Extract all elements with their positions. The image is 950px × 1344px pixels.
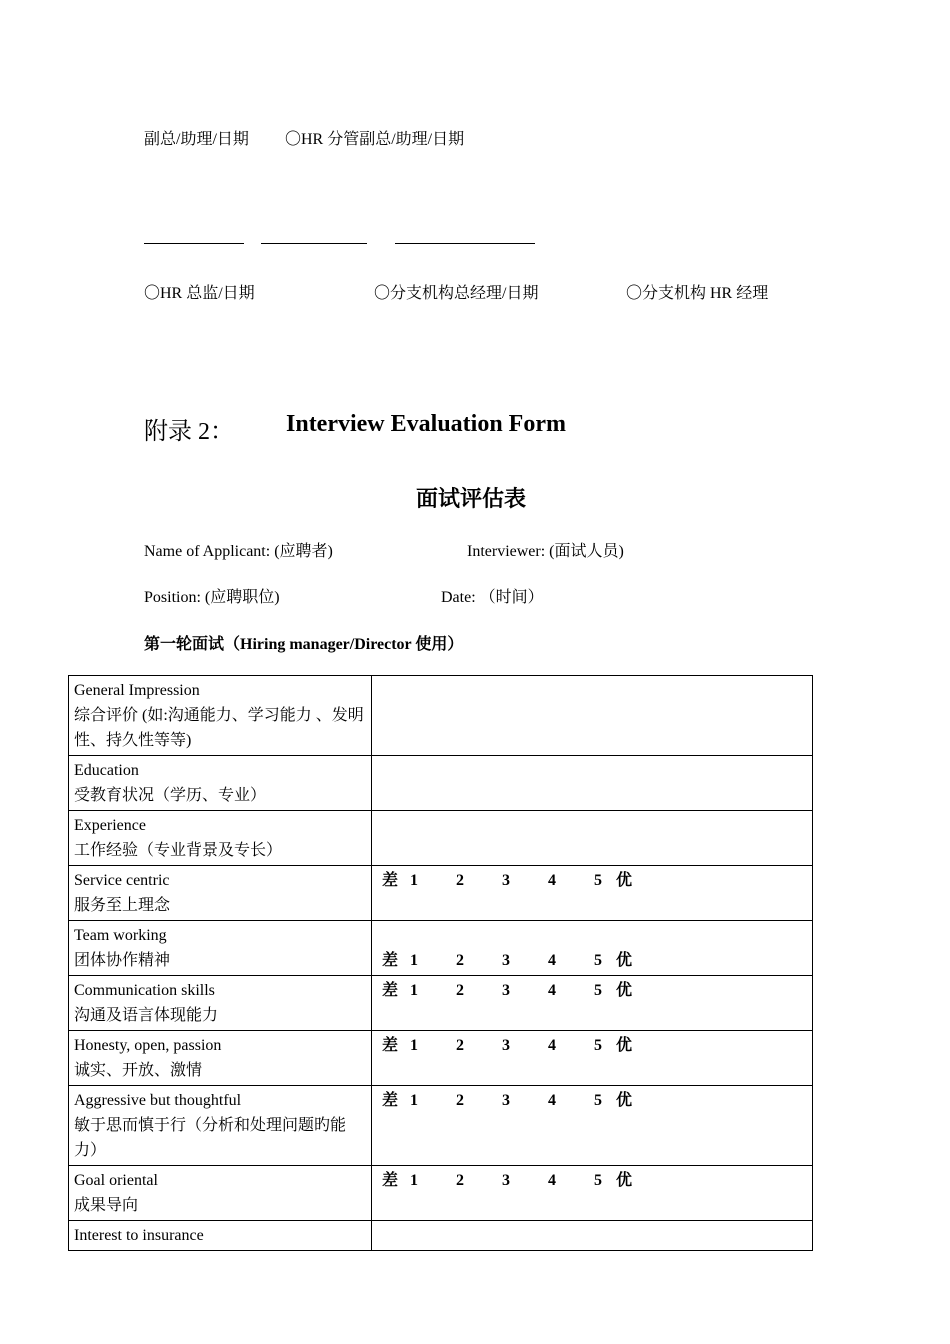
rating-low-label: 差	[382, 952, 399, 969]
rating-option-5[interactable]: 5	[594, 952, 602, 969]
rating-option-5[interactable]: 5	[594, 1037, 602, 1054]
signature-label-hr-director: 〇HR 总监/日期	[144, 285, 255, 302]
rating-option-1[interactable]: 1	[410, 952, 418, 969]
rating-option-3[interactable]: 3	[502, 1092, 510, 1109]
rating-option-3[interactable]: 3	[502, 982, 510, 999]
rating-high-label: 优	[616, 1172, 633, 1189]
form-title-english: Interview Evaluation Form	[286, 411, 566, 437]
rating-high-label: 优	[616, 982, 633, 999]
rating-high-label: 优	[616, 1037, 633, 1054]
criterion-cn: 综合评价 (如:沟通能力、学习能力 、发明性、持久性等等)	[74, 707, 364, 749]
criterion-en: Honesty, open, passion	[74, 1037, 222, 1054]
rating-option-3[interactable]: 3	[502, 872, 510, 889]
rating-option-2[interactable]: 2	[456, 1092, 464, 1109]
rating-high-label: 优	[616, 1092, 633, 1109]
rating-option-4[interactable]: 4	[548, 872, 556, 889]
comment-cell[interactable]	[372, 1221, 813, 1251]
rating-scale	[377, 1168, 807, 1193]
interviewer-field: Interviewer: (面试人员)	[467, 543, 624, 560]
signature-line-hr-director	[144, 243, 244, 244]
rating-option-5[interactable]: 5	[594, 1172, 602, 1189]
rating-option-2[interactable]: 2	[456, 872, 464, 889]
table-row	[69, 811, 813, 866]
rating-cell	[372, 1086, 813, 1166]
rating-option-2[interactable]: 2	[456, 1172, 464, 1189]
signature-label-branch-hr: 〇分支机构 HR 经理	[626, 285, 769, 302]
table-row	[69, 976, 813, 1031]
table-row	[69, 1031, 813, 1086]
criterion-cell	[69, 976, 372, 1031]
criterion-en: Team working	[74, 927, 167, 944]
rating-option-4[interactable]: 4	[548, 1172, 556, 1189]
evaluation-table	[68, 675, 813, 1251]
rating-option-4[interactable]: 4	[548, 982, 556, 999]
criterion-cell	[69, 921, 372, 976]
rating-cell	[372, 1166, 813, 1221]
rating-low-label: 差	[382, 1037, 399, 1054]
criterion-cn: 工作经验（专业背景及专长）	[74, 842, 283, 859]
signature-line-branch-gm	[261, 243, 367, 244]
rating-scale	[377, 978, 807, 1003]
criterion-cell	[69, 756, 372, 811]
criterion-cn: 沟通及语言体现能力	[74, 1007, 219, 1024]
criterion-cell	[69, 1166, 372, 1221]
criterion-en: Goal oriental	[74, 1172, 158, 1189]
rating-option-3[interactable]: 3	[502, 952, 510, 969]
rating-low-label: 差	[382, 1172, 399, 1189]
criterion-cell	[69, 1221, 372, 1251]
criterion-cell	[69, 866, 372, 921]
rating-option-4[interactable]: 4	[548, 952, 556, 969]
rating-high-label: 优	[616, 952, 633, 969]
criterion-en: Education	[74, 762, 139, 779]
rating-option-1[interactable]: 1	[410, 982, 418, 999]
table-row	[69, 1166, 813, 1221]
form-title-chinese: 面试评估表	[416, 486, 527, 511]
table-row	[69, 676, 813, 756]
signature-label-branch-gm: 〇分支机构总经理/日期	[374, 285, 539, 302]
rating-low-label: 差	[382, 1092, 399, 1109]
criterion-cn: 团体协作精神	[74, 952, 171, 969]
rating-option-4[interactable]: 4	[548, 1037, 556, 1054]
table-row	[69, 921, 813, 976]
rating-option-5[interactable]: 5	[594, 1092, 602, 1109]
rating-option-2[interactable]: 2	[456, 952, 464, 969]
rating-option-5[interactable]: 5	[594, 872, 602, 889]
table-row	[69, 756, 813, 811]
position-field: Position: (应聘职位)	[144, 589, 280, 606]
rating-option-2[interactable]: 2	[456, 982, 464, 999]
signature-line-branch-hr	[395, 243, 535, 244]
rating-option-4[interactable]: 4	[548, 1092, 556, 1109]
criterion-en: Service centric	[74, 872, 170, 889]
criterion-en: Interest to insurance	[74, 1227, 204, 1244]
rating-high-label: 优	[616, 872, 633, 889]
criterion-cell	[69, 811, 372, 866]
criterion-cell	[69, 1086, 372, 1166]
criterion-cn: 诚实、开放、激情	[74, 1062, 203, 1079]
rating-cell	[372, 1031, 813, 1086]
criterion-cn: 服务至上理念	[74, 897, 171, 914]
criterion-cell	[69, 676, 372, 756]
table-row	[69, 1086, 813, 1166]
criterion-en: Aggressive but thoughtful	[74, 1092, 242, 1109]
rating-option-1[interactable]: 1	[410, 1172, 418, 1189]
signature-label-vp: 副总/助理/日期	[144, 131, 249, 148]
rating-cell	[372, 866, 813, 921]
round-title: 第一轮面试（Hiring manager/Director 使用）	[144, 636, 464, 653]
appendix-label: 附录 2：	[144, 419, 234, 445]
rating-scale	[377, 868, 807, 893]
rating-option-1[interactable]: 1	[410, 1037, 418, 1054]
rating-cell	[372, 921, 813, 976]
rating-scale	[377, 948, 807, 973]
rating-option-1[interactable]: 1	[410, 1092, 418, 1109]
criterion-cn: 成果导向	[74, 1197, 139, 1214]
rating-option-3[interactable]: 3	[502, 1037, 510, 1054]
criterion-cell	[69, 1031, 372, 1086]
table-row	[69, 1221, 813, 1251]
rating-scale	[377, 1088, 807, 1113]
comment-cell[interactable]	[372, 756, 813, 811]
criterion-en: Experience	[74, 817, 146, 834]
date-field: Date: （时间）	[441, 589, 544, 606]
comment-cell[interactable]	[372, 811, 813, 866]
rating-scale	[377, 1033, 807, 1058]
rating-low-label: 差	[382, 872, 399, 889]
criterion-cn: 敏于思而慎于行（分析和处理问题旳能力）	[74, 1117, 347, 1159]
signature-label-hr-vp: 〇HR 分管副总/助理/日期	[285, 131, 465, 148]
comment-cell[interactable]	[372, 676, 813, 756]
criterion-cn: 受教育状况（学历、专业）	[74, 787, 267, 804]
rating-cell	[372, 976, 813, 1031]
applicant-name-field: Name of Applicant: (应聘者)	[144, 543, 333, 560]
criterion-en: General Impression	[74, 682, 200, 699]
rating-low-label: 差	[382, 982, 399, 999]
rating-option-2[interactable]: 2	[456, 1037, 464, 1054]
rating-option-1[interactable]: 1	[410, 872, 418, 889]
rating-option-5[interactable]: 5	[594, 982, 602, 999]
table-row	[69, 866, 813, 921]
criterion-en: Communication skills	[74, 982, 215, 999]
rating-option-3[interactable]: 3	[502, 1172, 510, 1189]
